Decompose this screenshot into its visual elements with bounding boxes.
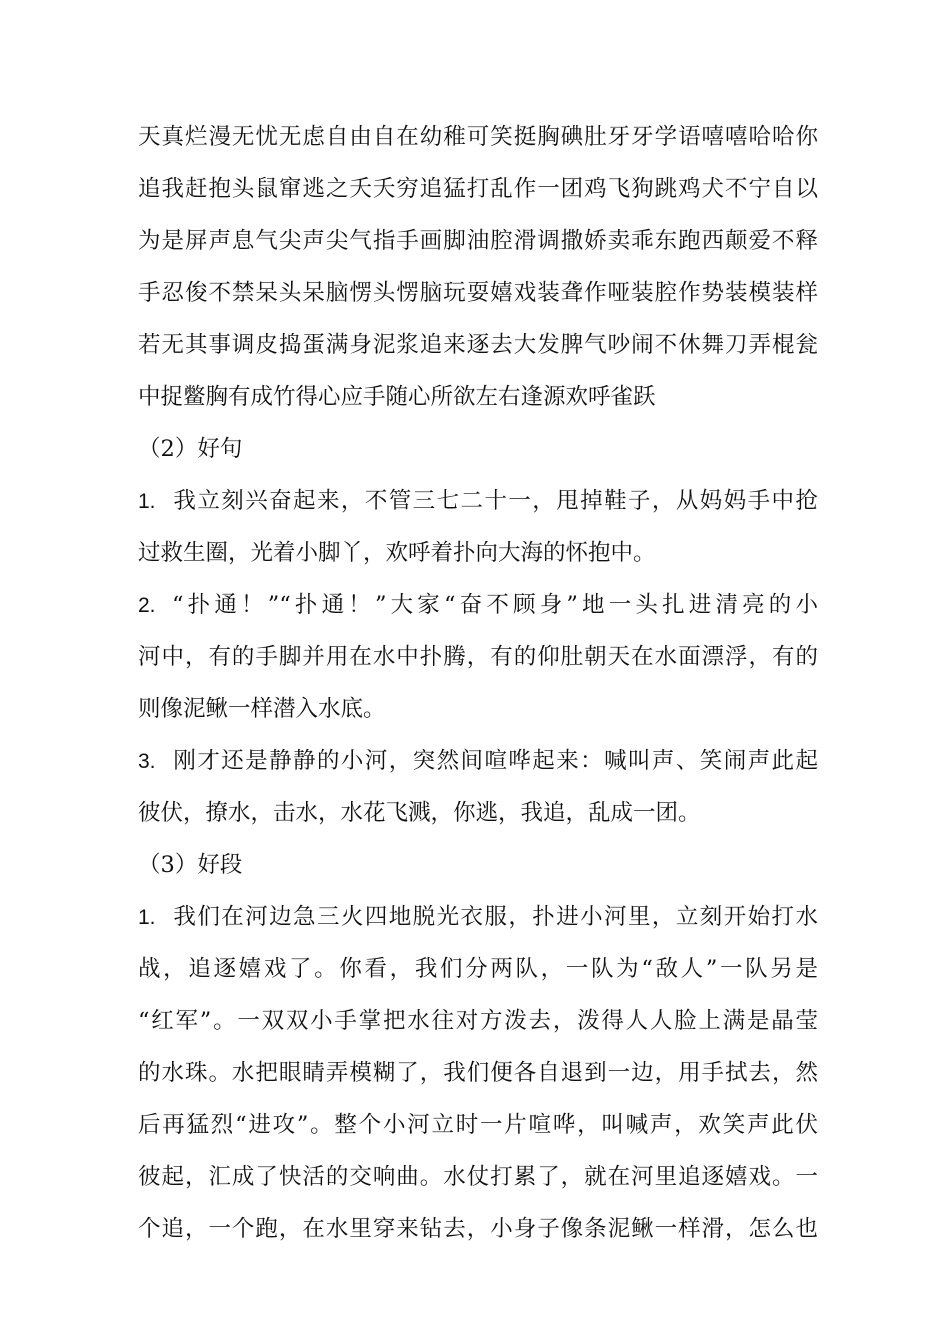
section-good-paragraphs [138, 845, 818, 1250]
item-number: 2. [138, 594, 156, 617]
section-heading: （2）好句 [138, 436, 243, 462]
vocabulary-block [138, 117, 818, 429]
section-good-sentences [138, 429, 818, 845]
item-number: 3. [138, 750, 156, 773]
vocab-line: 中捉鳖胸有成竹得心应手随心所欲左右逢源欢呼雀跃 [138, 384, 656, 410]
paragraph-item-1-line: 1. 我们在河边急三火四地脱光衣服，扑进小河里，立刻开始打水 [138, 897, 818, 938]
paragraph-item-1-line: 的水珠。水把眼睛弄模糊了，我们便各自退到一边，用手拭去，然 [138, 1060, 818, 1086]
vocab-line: 手忍俊不禁呆头呆脑愣头愣脑玩耍嬉戏装聋作哑装腔作势装模装样 [138, 280, 818, 306]
sentence-item-1-line: 1. 我立刻兴奋起来，不管三七二十一，甩掉鞋子，从妈妈手中抢 [138, 481, 818, 522]
vocab-line: 追我赶抱头鼠窜逃之夭夭穷追猛打乱作一团鸡飞狗跳鸡犬不宁自以 [138, 176, 818, 202]
paragraph-item-1-line: 战，追逐嬉戏了。你看，我们分两队，一队为“敌人”一队另是 [138, 956, 818, 982]
vocab-line: 若无其事调皮捣蛋满身泥浆追来逐去大发脾气吵闹不休舞刀弄棍瓮 [138, 332, 818, 358]
sentence-item-3-line: 3. 刚才还是静静的小河，突然间喧哗起来：喊叫声、笑闹声此起 [138, 741, 818, 782]
section-heading: （3）好段 [138, 852, 243, 878]
sentence-item-1-line: 过救生圈，光着小脚丫，欢呼着扑向大海的怀抱中。 [138, 540, 656, 566]
item-number: 1. [138, 490, 156, 513]
paragraph-item-1-line: 后再猛烈“进攻”。整个小河立时一片喧哗，叫喊声，欢笑声此伏 [138, 1112, 818, 1138]
item-number: 1. [138, 906, 156, 929]
sentence-item-2-line: 河中，有的手脚并用在水中扑腾，有的仰肚朝天在水面漂浮，有的 [138, 644, 818, 670]
paragraph-item-1-line: 彼起，汇成了快活的交响曲。水仗打累了，就在河里追逐嬉戏。一 [138, 1164, 818, 1190]
sentence-item-3-line: 彼伏，撩水，击水，水花飞溅，你逃，我追，乱成一团。 [138, 800, 701, 826]
paragraph-item-1-line: “红军”。一双双小手掌把水往对方泼去，泼得人人脸上满是晶莹 [138, 1008, 818, 1034]
sentence-item-2-line: 2. “扑通！”“扑通！”大家“奋不顾身”地一头扎进清亮的小 [138, 585, 818, 626]
vocab-line: 天真烂漫无忧无虑自由自在幼稚可笑挺胸碘肚牙牙学语嘻嘻哈哈你 [138, 124, 818, 150]
sentence-item-2-line: 则像泥鳅一样潜入水底。 [138, 696, 386, 722]
document-page [138, 117, 818, 1250]
paragraph-item-1-line: 个追，一个跑，在水里穿来钻去，小身子像条泥鳅一样滑，怎么也 [138, 1216, 818, 1242]
vocab-line: 为是屏声息气尖声尖气指手画脚油腔滑调撒娇卖乖东跑西颠爱不释 [138, 228, 818, 254]
